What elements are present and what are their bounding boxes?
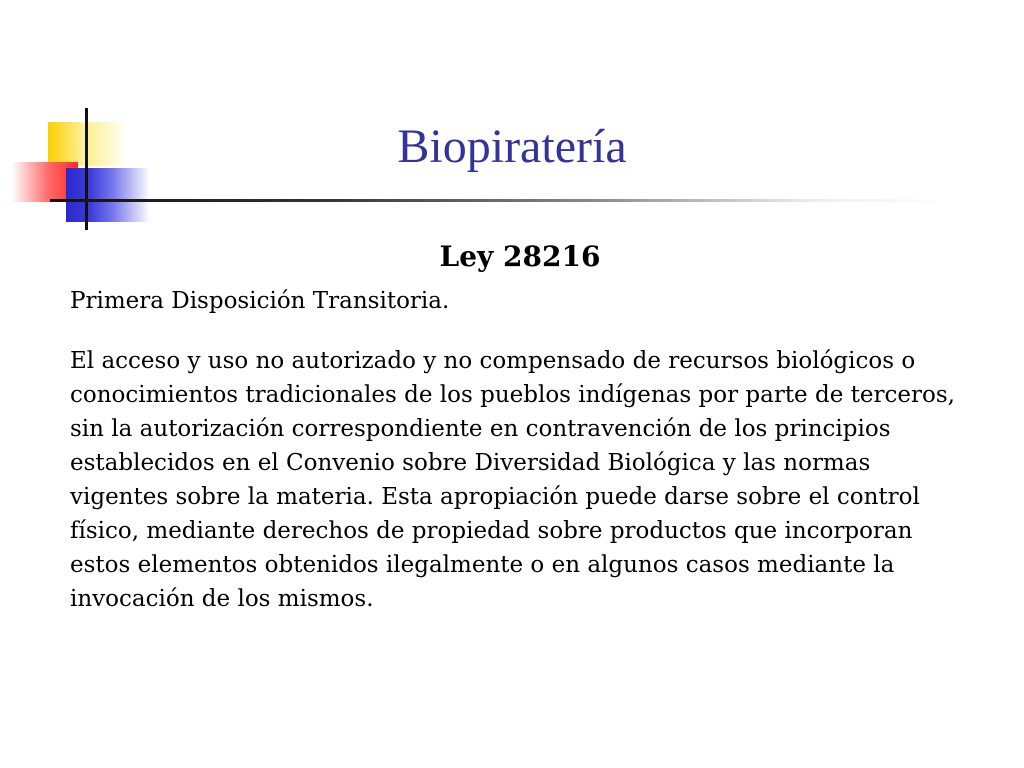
slide-subtitle: Ley 28216 [439,240,601,273]
yellow-square [48,122,88,166]
body-paragraph-1: Primera Disposición Transitoria. [70,288,450,314]
vertical-rule [85,108,88,230]
horizontal-rule [50,199,950,202]
body-paragraph-2: El acceso y uso no autorizado y no compensado de recursos biológicos o conocimientos tradicionales de los pueblos indígenas por parte de terceros, sin la autorización correspondiente en contravención de los principios establecidos en el Convenio sobre Diversidad Biológica y las normas vigentes sobre la materia. Esta apropiación puede darse sobre el control físico, mediante derechos de propiedad sobre productos que incorporan estos elementos obtenidos ilegalmente o en algunos casos mediante la invocación de los mismos. [70,348,955,612]
slide-title: Biopiratería [397,120,627,173]
blue-square [66,168,116,222]
slide-body [70,238,970,616]
yellow-square-fade [88,122,128,166]
blue-square-fade [116,168,150,222]
